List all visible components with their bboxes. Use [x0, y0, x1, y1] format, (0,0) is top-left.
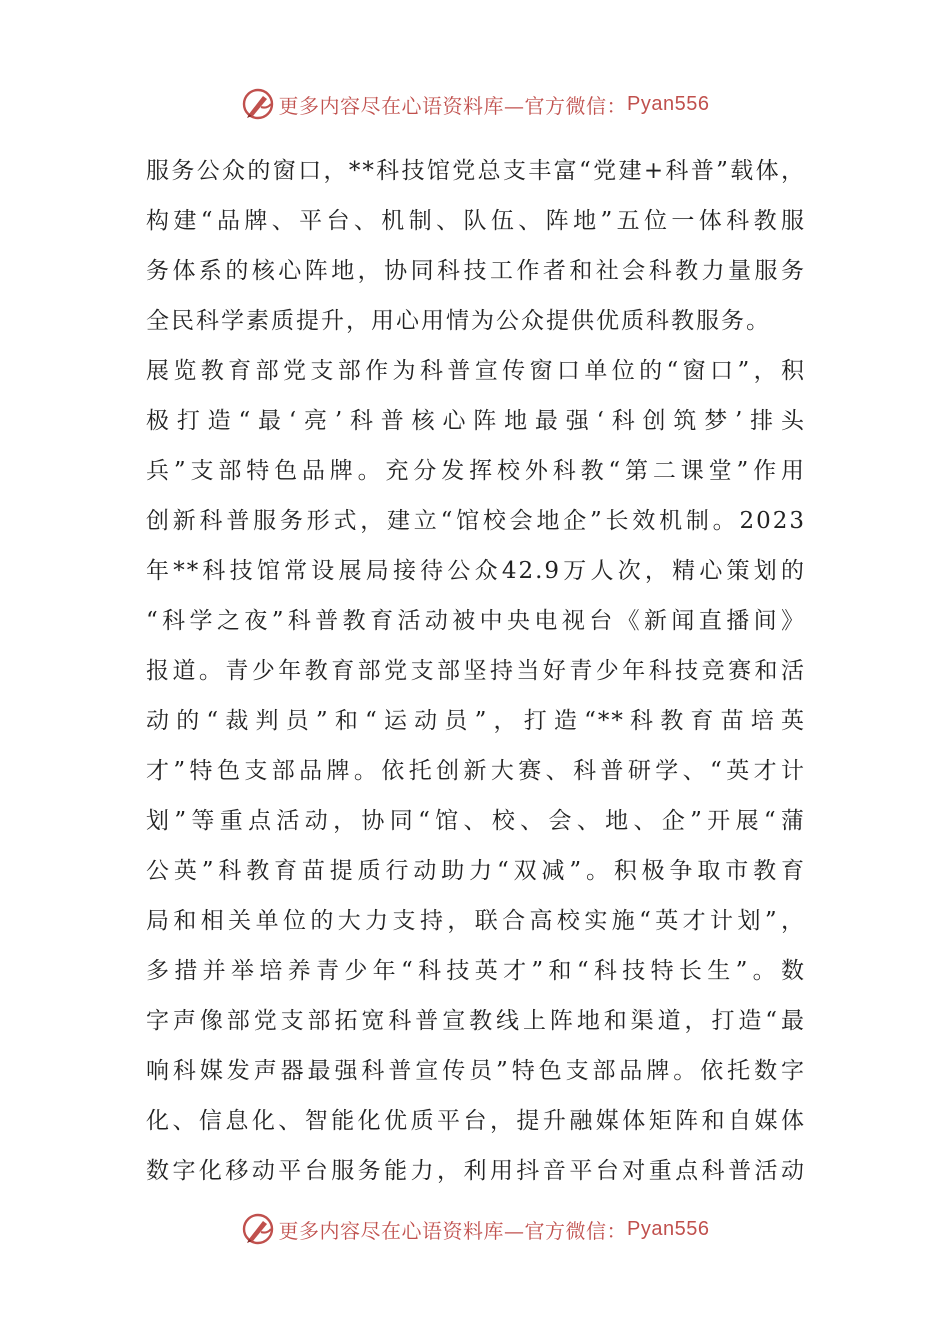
text-line: 划”等重点活动，协同“馆、校、会、地、企”开展“蒲	[146, 808, 806, 834]
text-line: 化、信息化、智能化优质平台，提升融媒体矩阵和自媒体	[146, 1108, 806, 1134]
text-line: 务体系的核心阵地，协同科技工作者和社会科教力量服务	[146, 258, 806, 284]
footer-banner-text: 更多内容尽在心语资料库—官方微信：	[278, 1218, 628, 1243]
text-line: 服务公众的窗口，**科技馆党总支丰富“党建+科普”载体，	[146, 158, 806, 184]
text-line: 创新科普服务形式，建立“馆校会地企”长效机制。2023	[146, 508, 806, 534]
text-line: “科学之夜”科普教育活动被中央电视台《新闻直播间》	[146, 608, 806, 634]
text-line: 报道。青少年教育部党支部坚持当好青少年科技竞赛和活	[146, 658, 806, 684]
header-banner-text: 更多内容尽在心语资料库—官方微信：	[278, 93, 628, 118]
header-banner	[0, 84, 950, 124]
text-line: 字声像部党支部拓宽科普宣教线上阵地和渠道，打造“最	[146, 1008, 806, 1034]
text-line: 局和相关单位的大力支持，联合高校实施“英才计划”，	[146, 908, 806, 934]
text-line: 展览教育部党支部作为科普宣传窗口单位的“窗口”，积	[146, 358, 806, 384]
footer-wechat-id: Pyan556	[627, 1217, 710, 1240]
pen-logo-icon	[241, 87, 275, 121]
pen-logo-icon	[241, 1212, 275, 1246]
text-line: 全民科学素质提升，用心用情为公众提供优质科教服务。	[146, 308, 771, 334]
text-line: 动的“裁判员”和“运动员”，打造“**科教育苗培英	[146, 708, 806, 734]
header-wechat-id: Pyan556	[627, 92, 710, 115]
text-line: 公英”科教育苗提质行动助力“双减”。积极争取市教育	[146, 858, 806, 884]
document-body	[146, 146, 806, 1196]
text-line: 极打造“最‘亮’科普核心阵地最强‘科创筑梦’排头	[146, 408, 806, 434]
text-line: 数字化移动平台服务能力，利用抖音平台对重点科普活动	[146, 1158, 806, 1184]
footer-banner	[0, 1209, 950, 1249]
text-line: 年**科技馆常设展局接待公众42.9万人次，精心策划的	[146, 558, 806, 584]
text-line: 响科媒发声器最强科普宣传员”特色支部品牌。依托数字	[146, 1058, 806, 1084]
text-line: 多措并举培养青少年“科技英才”和“科技特长生”。数	[146, 958, 806, 984]
text-line: 构建“品牌、平台、机制、队伍、阵地”五位一体科教服	[146, 208, 806, 234]
text-line: 才”特色支部品牌。依托创新大赛、科普研学、“英才计	[146, 758, 806, 784]
text-line: 兵”支部特色品牌。充分发挥校外科教“第二课堂”作用	[146, 458, 806, 484]
